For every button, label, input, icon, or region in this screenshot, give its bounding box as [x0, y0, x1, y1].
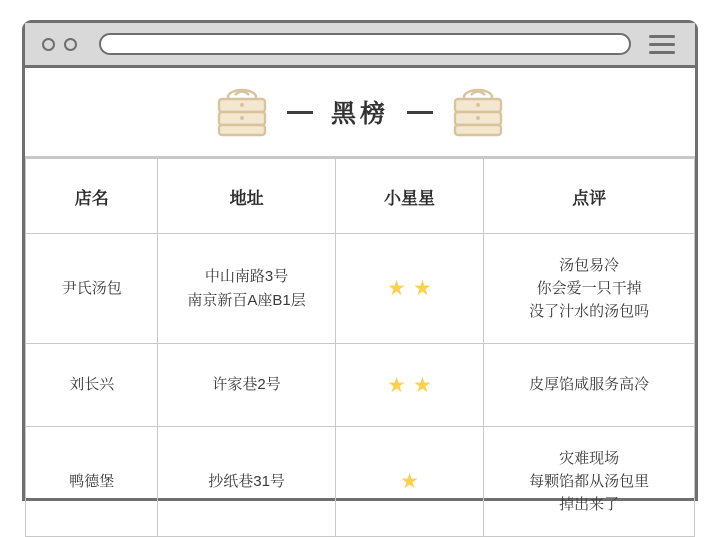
hamburger-line-1 — [649, 35, 675, 38]
address-line: 南京新百A座B1层 — [187, 291, 306, 309]
column-header-shop-name: 店名 — [26, 159, 158, 234]
review-line: 皮厚馅咸服务高冷 — [529, 376, 650, 394]
review-line: 没了汁水的汤包吗 — [529, 303, 650, 321]
header-dash-right — [407, 111, 433, 114]
star-icon: ★ — [400, 470, 419, 493]
star-rating — [340, 375, 480, 396]
page-title: 黑榜 — [330, 100, 389, 128]
page-content — [25, 68, 695, 514]
cell-review — [484, 427, 695, 537]
hamburger-line-3 — [649, 51, 675, 54]
address-line: 抄纸巷31号 — [208, 472, 285, 490]
review-line: 每颗馅都从汤包里 — [529, 472, 650, 490]
address-line: 中山南路3号 — [204, 268, 289, 286]
table-row[interactable] — [26, 427, 695, 537]
cell-stars — [335, 427, 484, 537]
review-line: 汤包易冷 — [559, 256, 620, 274]
cell-address — [158, 427, 335, 537]
page-header — [25, 68, 695, 158]
star-icon: ★ — [412, 277, 432, 300]
star-icon: ★ — [387, 277, 406, 300]
star-icon: ★ — [387, 373, 406, 397]
browser-window — [22, 20, 698, 514]
review-line: 你会爱一只干掉 — [536, 279, 642, 297]
window-controls — [42, 38, 77, 51]
cell-shop-name: 尹氏汤包 — [26, 234, 158, 344]
cell-address — [158, 344, 335, 427]
star-icon: ★ — [412, 373, 432, 397]
review-line: 灾难现场 — [559, 449, 620, 467]
column-header-review: 点评 — [484, 159, 695, 234]
table-header-row — [26, 159, 695, 234]
cell-address — [158, 234, 335, 344]
window-dot-2-icon[interactable] — [64, 38, 77, 51]
address-bar[interactable] — [99, 33, 631, 55]
cell-review — [484, 344, 695, 427]
address-line: 许家巷2号 — [212, 376, 281, 394]
cell-stars — [335, 234, 484, 344]
table-row[interactable] — [26, 344, 695, 427]
cell-shop-name: 刘长兴 — [26, 344, 158, 427]
browser-titlebar — [25, 23, 695, 68]
cell-review — [484, 234, 695, 344]
window-dot-1-icon[interactable] — [42, 38, 55, 51]
cell-stars — [335, 344, 484, 427]
column-header-address: 地址 — [158, 159, 335, 234]
cell-shop-name: 鸭德堡 — [26, 427, 158, 537]
column-header-stars: 小星星 — [335, 159, 484, 234]
steamer-basket-icon — [211, 85, 273, 139]
header-dash-left — [287, 111, 313, 114]
star-rating — [340, 278, 480, 299]
hamburger-line-2 — [649, 43, 675, 46]
hamburger-menu-icon[interactable] — [649, 35, 675, 54]
review-line: 掉出来了 — [559, 496, 620, 514]
star-rating — [340, 471, 480, 492]
ranking-table — [25, 158, 695, 537]
table-row[interactable] — [26, 234, 695, 344]
steamer-basket-icon — [447, 85, 509, 139]
